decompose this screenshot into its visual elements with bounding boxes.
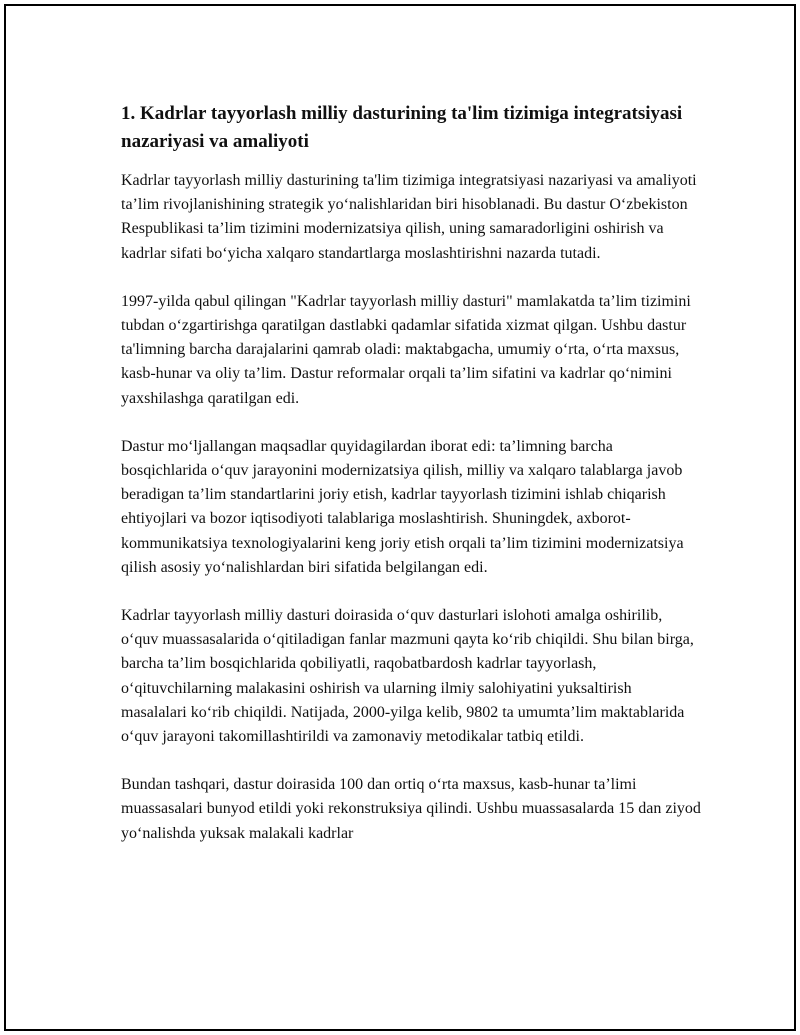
page-frame bbox=[4, 4, 796, 1031]
paragraph-4: Kadrlar tayyorlash milliy dasturi doirasida o‘quv dasturlari islohoti amalga oshirilib, o‘quv muassasalarida o‘qitiladigan fanlar mazmuni qayta ko‘rib chiqildi. Shu bilan birga, barcha ta’lim bosqichlarida qobiliyatli, raqobatbardosh kadrlar tayyorlash, o‘qituvchilarning malakasini oshirish va ularning ilmiy salohiyatini yuksaltirish masalalari ko‘rib chiqildi. Natijada, 2000-yilga kelib, 9802 ta umumta’lim maktablarida o‘quv jarayoni takomillashtirildi va zamonaviy metodikalar tatbiq etildi. bbox=[121, 607, 694, 746]
section-heading: 1. Kadrlar tayyorlash milliy dasturining ta'lim tizimiga integratsiyasi nazariyasi va amaliyoti bbox=[121, 103, 683, 152]
paragraph-5: Bundan tashqari, dastur doirasida 100 dan ortiq o‘rta maxsus, kasb-hunar ta’limi muassasalari bunyod etildi yoki rekonstruksiya qilindi. Ushbu muassasalarda 15 dan ziyod yo‘nalishda yuksak malakali kadrlar bbox=[121, 776, 701, 842]
paragraph-3: Dastur mo‘ljallangan maqsadlar quyidagilardan iborat edi: ta’limning barcha bosqichlarida o‘quv jarayonini modernizatsiya qilish, milliy va xalqaro talablarga javob beradigan ta’lim standartlarini joriy etish, kadrlar tayyorlash tizimini ishlab chiqarish ehtiyojlari va bozor iqtisodiyoti talablariga moslashtirish. Shuningdek, axborot-kommunikatsiya texnologiyalarini keng joriy etish orqali ta’lim tizimini modernizatsiya qilish asosiy yo‘nalishlardan biri sifatida belgilangan edi. bbox=[121, 437, 684, 576]
paragraph-2: 1997-yilda qabul qilingan "Kadrlar tayyorlash milliy dasturi" mamlakatda ta’lim tizimini tubdan o‘zgartirishga qaratilgan dastlabki qadamlar sifatida xizmat qilgan. Ushbu dastur ta'limning barcha darajalarini qamrab oladi: maktabgacha, umumiy o‘rta, o‘rta maxsus, kasb-hunar va oliy ta’lim. Dastur reformalar orqali ta’lim sifatini va kadrlar qo‘nimini yaxshilashga qaratilgan edi. bbox=[121, 292, 691, 407]
document-body bbox=[121, 100, 701, 870]
paragraph-1: Kadrlar tayyorlash milliy dasturining ta'lim tizimiga integratsiyasi nazariyasi va amaliyoti ta’lim rivojlanishining strategik yo‘nalishlaridan biri hisoblanadi. Bu dastur O‘zbekiston Respublikasi ta’lim tizimini modernizatsiya qilish, uning samaradorligini oshirish va kadrlar sifati bo‘yicha xalqaro standartlarga moslashtirishni nazarda tutadi. bbox=[121, 172, 697, 262]
